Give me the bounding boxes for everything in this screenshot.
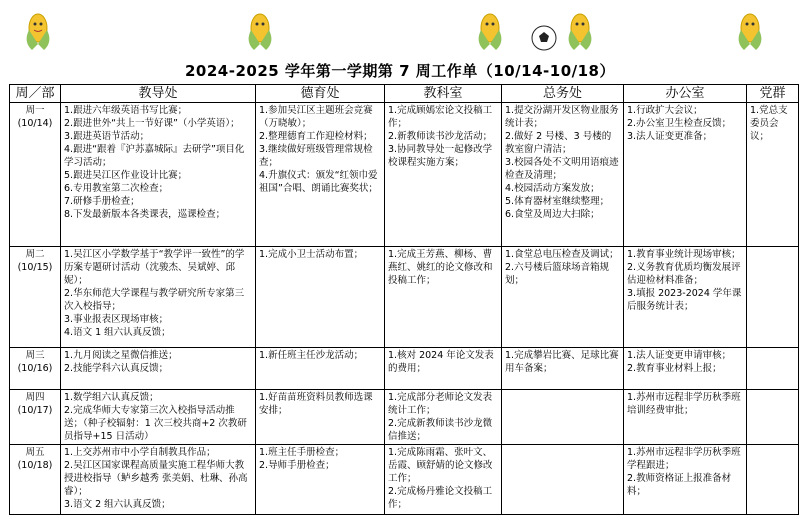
task-cell (502, 390, 624, 445)
task-cell (61, 247, 256, 348)
task-item: 3.法人证变更准备； (627, 131, 713, 142)
ball-icon (530, 24, 558, 52)
date-label: (10/16) (17, 363, 53, 374)
task-item: 4.跟进“跟着『沪苏嘉城际』去研学”项目化学习活动； (64, 144, 245, 168)
task-item: 1.九月阅读之星微信推送； (64, 350, 178, 361)
task-cell (747, 390, 799, 445)
day-cell (10, 103, 61, 247)
task-item: 1.党总支委员会议； (750, 105, 788, 142)
task-item: 3.继续做好班级管理常规检查； (259, 144, 373, 168)
task-cell (624, 103, 747, 247)
task-item: 4.语文 1 组六认真反馈； (64, 327, 171, 338)
task-item: 1.上交苏州市中小学自制教具作品； (64, 447, 216, 458)
task-item: 1.吴江区小学数学基于“教学评一致性”的学历案专题研讨活动（沈骏杰、吴斌婷、邱妮）； (64, 249, 245, 286)
task-cell (502, 103, 624, 247)
task-item: 5.跟进吴江区作业设计比赛； (64, 170, 188, 181)
task-cell (747, 103, 799, 247)
task-item: 6.专用教室第二次检查； (64, 183, 169, 194)
task-item: 2.完成新教师读书沙龙微信推送； (388, 418, 493, 442)
task-item: 1.教育事业统计现场审核； (627, 249, 741, 260)
column-header-research-office: 教科室 (385, 85, 502, 103)
task-item: 1.班主任手册检查； (259, 447, 345, 458)
task-item: 2.吴江区国家课程高质量实施工程华师大教授进校指导（鲈乡越秀 张美娟、杜琳、孙高睿）； (64, 460, 248, 497)
task-item: 3.协同教导处一起修改学校课程实施方案； (388, 144, 493, 168)
task-cell (256, 247, 385, 348)
task-item: 1.苏州市远程非学历秋季班培训经费审批； (627, 392, 741, 416)
task-cell (385, 348, 502, 390)
table-row (10, 247, 799, 348)
task-item: 2.跟进世外“共上一节好课”（小学英语）； (64, 118, 240, 129)
date-label: (10/18) (17, 460, 53, 471)
column-header-party: 党群 (747, 85, 799, 103)
task-item: 1.法人证变更申请审核； (627, 350, 732, 361)
task-cell (385, 390, 502, 445)
corn-mascot-icon (730, 8, 770, 54)
task-item: 2.做好 2 号楼、3 号楼的教室窗户清洁； (505, 131, 612, 155)
task-cell (624, 247, 747, 348)
task-item: 3.跟进英语节活动； (64, 131, 150, 142)
corn-mascot-icon (18, 8, 58, 54)
day-cell (10, 247, 61, 348)
task-cell (61, 348, 256, 390)
table-row (10, 348, 799, 390)
task-cell (624, 348, 747, 390)
task-item: 3.填报 2023-2024 学年课后服务统计表； (627, 288, 742, 312)
header-banner (0, 0, 800, 58)
task-item: 2.华东师范大学课程与教学研究所专家第三次入校指导； (64, 288, 245, 312)
date-label: (10/15) (17, 262, 53, 273)
column-header-teaching-office: 教导处 (61, 85, 256, 103)
task-item: 1.行政扩大会议； (627, 105, 703, 116)
day-cell (10, 348, 61, 390)
task-item: 2.教育事业材料上报； (627, 363, 722, 374)
task-item: 2.完成华师大专家第三次入校指导活动推送；（种子校辐射：1 次三校共商+2 次教研员指导+15 日活动） (64, 405, 247, 442)
corn-mascot-icon (560, 8, 600, 54)
task-item: 2.六号楼后篮球场音箱规划； (505, 262, 610, 286)
corn-mascot-icon (240, 8, 280, 54)
task-item: 4.校园活动方案发放； (505, 183, 600, 194)
task-cell (61, 445, 256, 515)
task-cell (256, 390, 385, 445)
header-row (10, 85, 799, 103)
task-item: 1.完成顾嫣宏论文投稿工作； (388, 105, 493, 129)
task-cell (256, 445, 385, 515)
task-cell (385, 445, 502, 515)
task-item: 1.数学组六认真反馈； (64, 392, 159, 403)
task-item: 2.导师手册检查； (259, 460, 335, 471)
task-cell (385, 247, 502, 348)
document-title: 2024-2025 学年第一学期第 7 周工作单（10/14-10/18） (184, 62, 615, 80)
table-row (10, 390, 799, 445)
task-item: 3.语文 2 组六认真反馈； (64, 499, 171, 510)
task-cell (385, 103, 502, 247)
weekly-schedule-table (9, 84, 799, 515)
task-item: 1.苏州市远程非学历秋季班学程跟进； (627, 447, 741, 471)
task-item: 8.下发最新版本各类课表，巡课检查； (64, 209, 226, 220)
task-cell (747, 348, 799, 390)
task-item: 3.事业报表区现场审核； (64, 314, 169, 325)
task-item: 1.提交汾湖开发区物业服务统计表； (505, 105, 619, 129)
task-item: 1.参加吴江区主题班会竞赛（万晓敏）； (259, 105, 373, 129)
task-item: 1.核对 2024 年论文发表的费用； (388, 350, 494, 374)
column-header-weekday: 周／部 (10, 85, 61, 103)
task-cell (502, 348, 624, 390)
task-item: 1.跟进六年级英语书写比赛； (64, 105, 188, 116)
column-header-admin-office: 办公室 (624, 85, 747, 103)
task-item: 2.办公室卫生检查反馈； (627, 118, 732, 129)
weekday-label: 周三 (25, 350, 45, 361)
task-item: 1.完成部分老师论文发表统计工作； (388, 392, 493, 416)
task-item: 1.完成陈雨霜、张叶文、岳霞、顾舒婧的论文修改工作； (388, 447, 493, 484)
task-cell (61, 103, 256, 247)
column-header-moral-office: 德育处 (256, 85, 385, 103)
weekday-label: 周一 (25, 105, 45, 116)
task-item: 7.研修手册检查； (64, 196, 140, 207)
corn-mascot-icon (470, 8, 510, 54)
date-label: (10/17) (17, 405, 53, 416)
task-item: 5.体育器材室继续整理； (505, 196, 610, 207)
table-row (10, 103, 799, 247)
task-item: 1.新任班主任沙龙活动； (259, 350, 364, 361)
task-item: 3.校园各处不文明用语痕迹检查及清理； (505, 157, 619, 181)
task-cell (502, 445, 624, 515)
task-item: 1.食堂总电压检查及调试； (505, 249, 619, 260)
task-item: 2.教师资格证上报准备材料； (627, 473, 732, 497)
task-item: 2.完成杨丹雅论文投稿工作； (388, 486, 493, 510)
task-item: 2.义务教育优质均衡发展评估迎检材料准备； (627, 262, 741, 286)
task-item: 4.升旗仪式：颁发“红领巾爱祖国”合唱、朗诵比赛奖状； (259, 170, 378, 194)
task-item: 2.技能学科六认真反馈； (64, 363, 169, 374)
task-item: 1.完成小卫士活动布置； (259, 249, 364, 260)
task-item: 2.新教师读书沙龙活动； (388, 131, 493, 142)
task-cell (256, 348, 385, 390)
date-label: (10/14) (17, 118, 53, 129)
task-item: 1.完成王芳燕、柳杨、曹燕红、姚红的论文修改和投稿工作； (388, 249, 493, 286)
day-cell (10, 445, 61, 515)
weekday-label: 周五 (25, 447, 45, 458)
task-cell (61, 390, 256, 445)
task-cell (624, 445, 747, 515)
weekday-label: 周四 (25, 392, 45, 403)
table-row (10, 445, 799, 515)
task-cell (256, 103, 385, 247)
task-item: 2.整理德育工作迎检材料； (259, 131, 373, 142)
task-item: 6.食堂及周边大扫除； (505, 209, 600, 220)
task-cell (747, 247, 799, 348)
task-item: 1.完成攀岩比赛、足球比赛用车备案； (505, 350, 619, 374)
task-cell (502, 247, 624, 348)
day-cell (10, 390, 61, 445)
task-cell (624, 390, 747, 445)
column-header-general-affairs: 总务处 (502, 85, 624, 103)
weekday-label: 周二 (25, 249, 45, 260)
task-item: 1.好苗苗班资料员教师选课安排； (259, 392, 373, 416)
task-cell (747, 445, 799, 515)
